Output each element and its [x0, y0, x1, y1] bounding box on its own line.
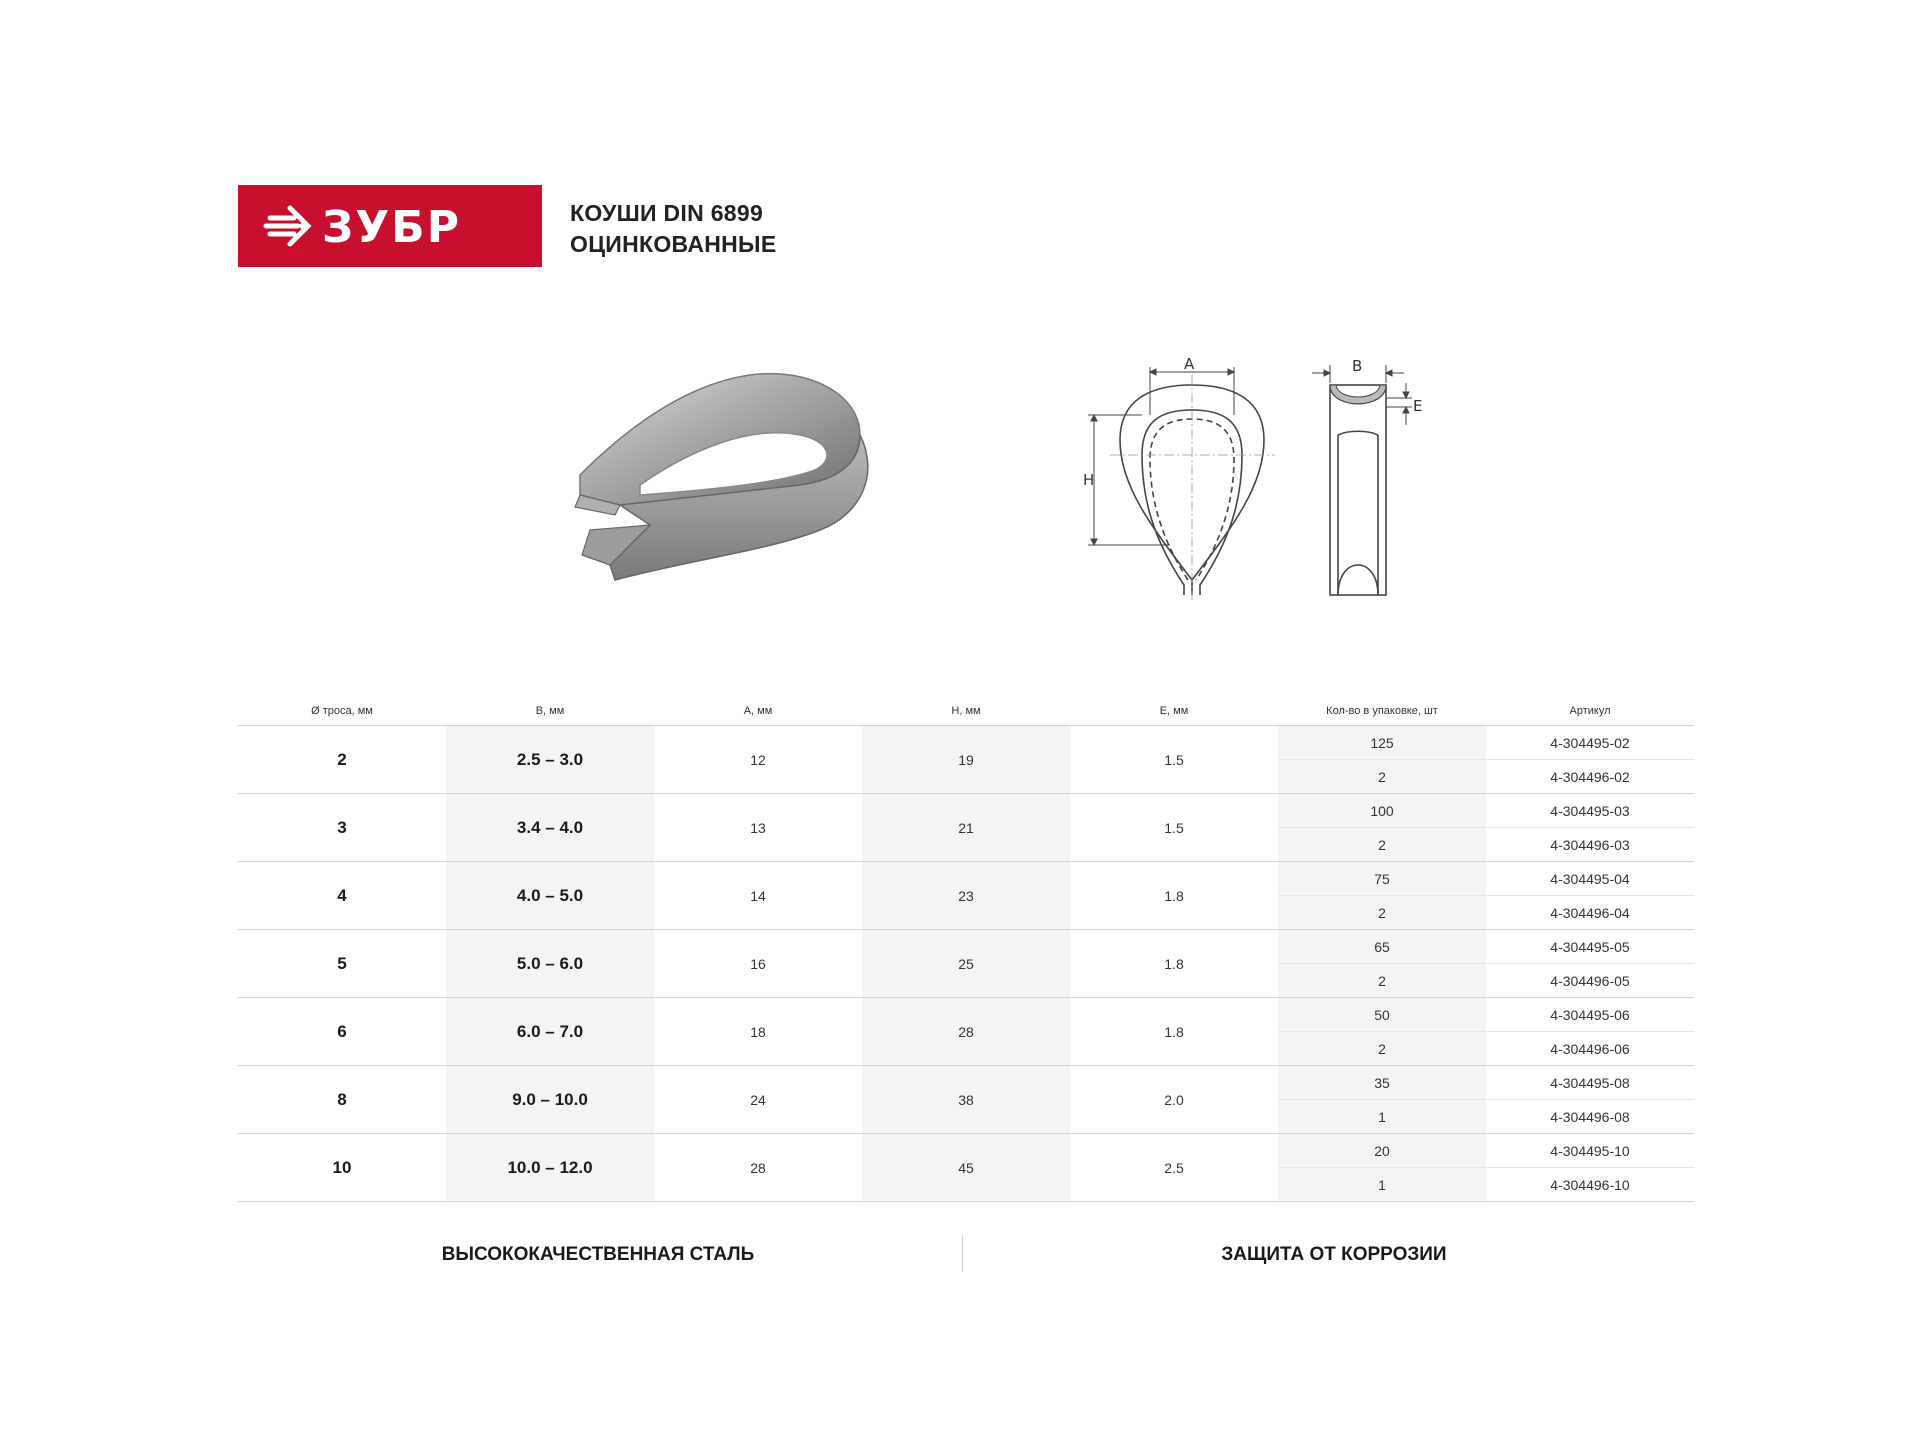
cell-h: 28 — [862, 998, 1070, 1066]
cell-pack-qty: 65 — [1278, 930, 1486, 964]
brand-logo — [238, 185, 542, 267]
cell-a: 12 — [654, 726, 862, 794]
cell-e: 2.0 — [1070, 1066, 1278, 1134]
table-header-row — [238, 697, 1694, 726]
cell-article: 4-304496-03 — [1486, 828, 1694, 862]
cell-b-range: 6.0 – 7.0 — [446, 998, 654, 1066]
cell-h: 21 — [862, 794, 1070, 862]
cell-article: 4-304495-02 — [1486, 726, 1694, 760]
spec-table — [238, 697, 1694, 1202]
cell-rope-diameter: 4 — [238, 862, 446, 930]
column-header: E, мм — [1070, 697, 1278, 726]
column-header: B, мм — [446, 697, 654, 726]
cell-pack-qty: 50 — [1278, 998, 1486, 1032]
cell-e: 1.8 — [1070, 998, 1278, 1066]
table-row — [238, 998, 1694, 1032]
cell-a: 28 — [654, 1134, 862, 1202]
cell-pack-qty: 20 — [1278, 1134, 1486, 1168]
cell-e: 1.8 — [1070, 862, 1278, 930]
product-title — [570, 198, 777, 260]
cell-h: 45 — [862, 1134, 1070, 1202]
cell-pack-qty: 100 — [1278, 794, 1486, 828]
table-row — [238, 1134, 1694, 1168]
cell-article: 4-304496-02 — [1486, 760, 1694, 794]
svg-text:ЗУБР: ЗУБР — [322, 202, 461, 253]
cell-rope-diameter: 3 — [238, 794, 446, 862]
cell-b-range: 5.0 – 6.0 — [446, 930, 654, 998]
cell-pack-qty: 125 — [1278, 726, 1486, 760]
cell-e: 1.5 — [1070, 794, 1278, 862]
cell-a: 14 — [654, 862, 862, 930]
cell-h: 25 — [862, 930, 1070, 998]
cell-article: 4-304496-08 — [1486, 1100, 1694, 1134]
column-header: A, мм — [654, 697, 862, 726]
dimension-b-label: B — [1352, 357, 1363, 375]
table-row — [238, 930, 1694, 964]
features-divider — [962, 1236, 963, 1272]
table-row — [238, 794, 1694, 828]
cell-pack-qty: 2 — [1278, 1032, 1486, 1066]
cell-pack-qty: 2 — [1278, 896, 1486, 930]
dimension-h-label: H — [1083, 471, 1095, 489]
cell-b-range: 9.0 – 10.0 — [446, 1066, 654, 1134]
cell-pack-qty: 2 — [1278, 828, 1486, 862]
column-header: Артикул — [1486, 697, 1694, 726]
thimble-product-image — [560, 355, 920, 595]
cell-b-range: 2.5 – 3.0 — [446, 726, 654, 794]
feature-high-quality-steel: ВЫСОКОКАЧЕСТВЕННАЯ СТАЛЬ — [441, 1244, 755, 1265]
cell-pack-qty: 2 — [1278, 964, 1486, 998]
dimension-e-label: E — [1413, 397, 1423, 415]
cell-article: 4-304495-03 — [1486, 794, 1694, 828]
cell-rope-diameter: 5 — [238, 930, 446, 998]
features-bar — [238, 1236, 1694, 1272]
cell-rope-diameter: 8 — [238, 1066, 446, 1134]
product-title-line1: КОУШИ DIN 6899 — [570, 200, 764, 226]
cell-article: 4-304495-06 — [1486, 998, 1694, 1032]
cell-pack-qty: 1 — [1278, 1100, 1486, 1134]
column-header: Кол-во в упаковке, шт — [1278, 697, 1486, 726]
cell-rope-diameter: 10 — [238, 1134, 446, 1202]
column-header: Ø троса, мм — [238, 697, 446, 726]
cell-article: 4-304496-04 — [1486, 896, 1694, 930]
cell-pack-qty: 75 — [1278, 862, 1486, 896]
cell-article: 4-304495-05 — [1486, 930, 1694, 964]
cell-e: 1.5 — [1070, 726, 1278, 794]
cell-article: 4-304495-04 — [1486, 862, 1694, 896]
zubr-logo-mark — [260, 196, 520, 256]
cell-h: 19 — [862, 726, 1070, 794]
cell-a: 18 — [654, 998, 862, 1066]
feature-corrosion-protection: ЗАЩИТА ОТ КОРРОЗИИ — [1221, 1244, 1447, 1265]
column-header: H, мм — [862, 697, 1070, 726]
cell-e: 1.8 — [1070, 930, 1278, 998]
cell-pack-qty: 35 — [1278, 1066, 1486, 1100]
cell-article: 4-304496-05 — [1486, 964, 1694, 998]
dimension-a-label: A — [1184, 355, 1195, 373]
cell-e: 2.5 — [1070, 1134, 1278, 1202]
table-row — [238, 726, 1694, 760]
cell-a: 16 — [654, 930, 862, 998]
thimble-front-drawing — [1080, 355, 1280, 605]
cell-rope-diameter: 6 — [238, 998, 446, 1066]
table-row — [238, 862, 1694, 896]
product-title-line2: ОЦИНКОВАННЫЕ — [570, 231, 777, 257]
cell-a: 24 — [654, 1066, 862, 1134]
cell-b-range: 3.4 – 4.0 — [446, 794, 654, 862]
thimble-side-drawing — [1290, 355, 1430, 605]
cell-a: 13 — [654, 794, 862, 862]
cell-article: 4-304496-06 — [1486, 1032, 1694, 1066]
cell-rope-diameter: 2 — [238, 726, 446, 794]
cell-article: 4-304495-10 — [1486, 1134, 1694, 1168]
cell-b-range: 10.0 – 12.0 — [446, 1134, 654, 1202]
table-row — [238, 1066, 1694, 1100]
cell-article: 4-304495-08 — [1486, 1066, 1694, 1100]
cell-h: 38 — [862, 1066, 1070, 1134]
cell-pack-qty: 2 — [1278, 760, 1486, 794]
cell-h: 23 — [862, 862, 1070, 930]
cell-pack-qty: 1 — [1278, 1168, 1486, 1202]
cell-article: 4-304496-10 — [1486, 1168, 1694, 1202]
cell-b-range: 4.0 – 5.0 — [446, 862, 654, 930]
